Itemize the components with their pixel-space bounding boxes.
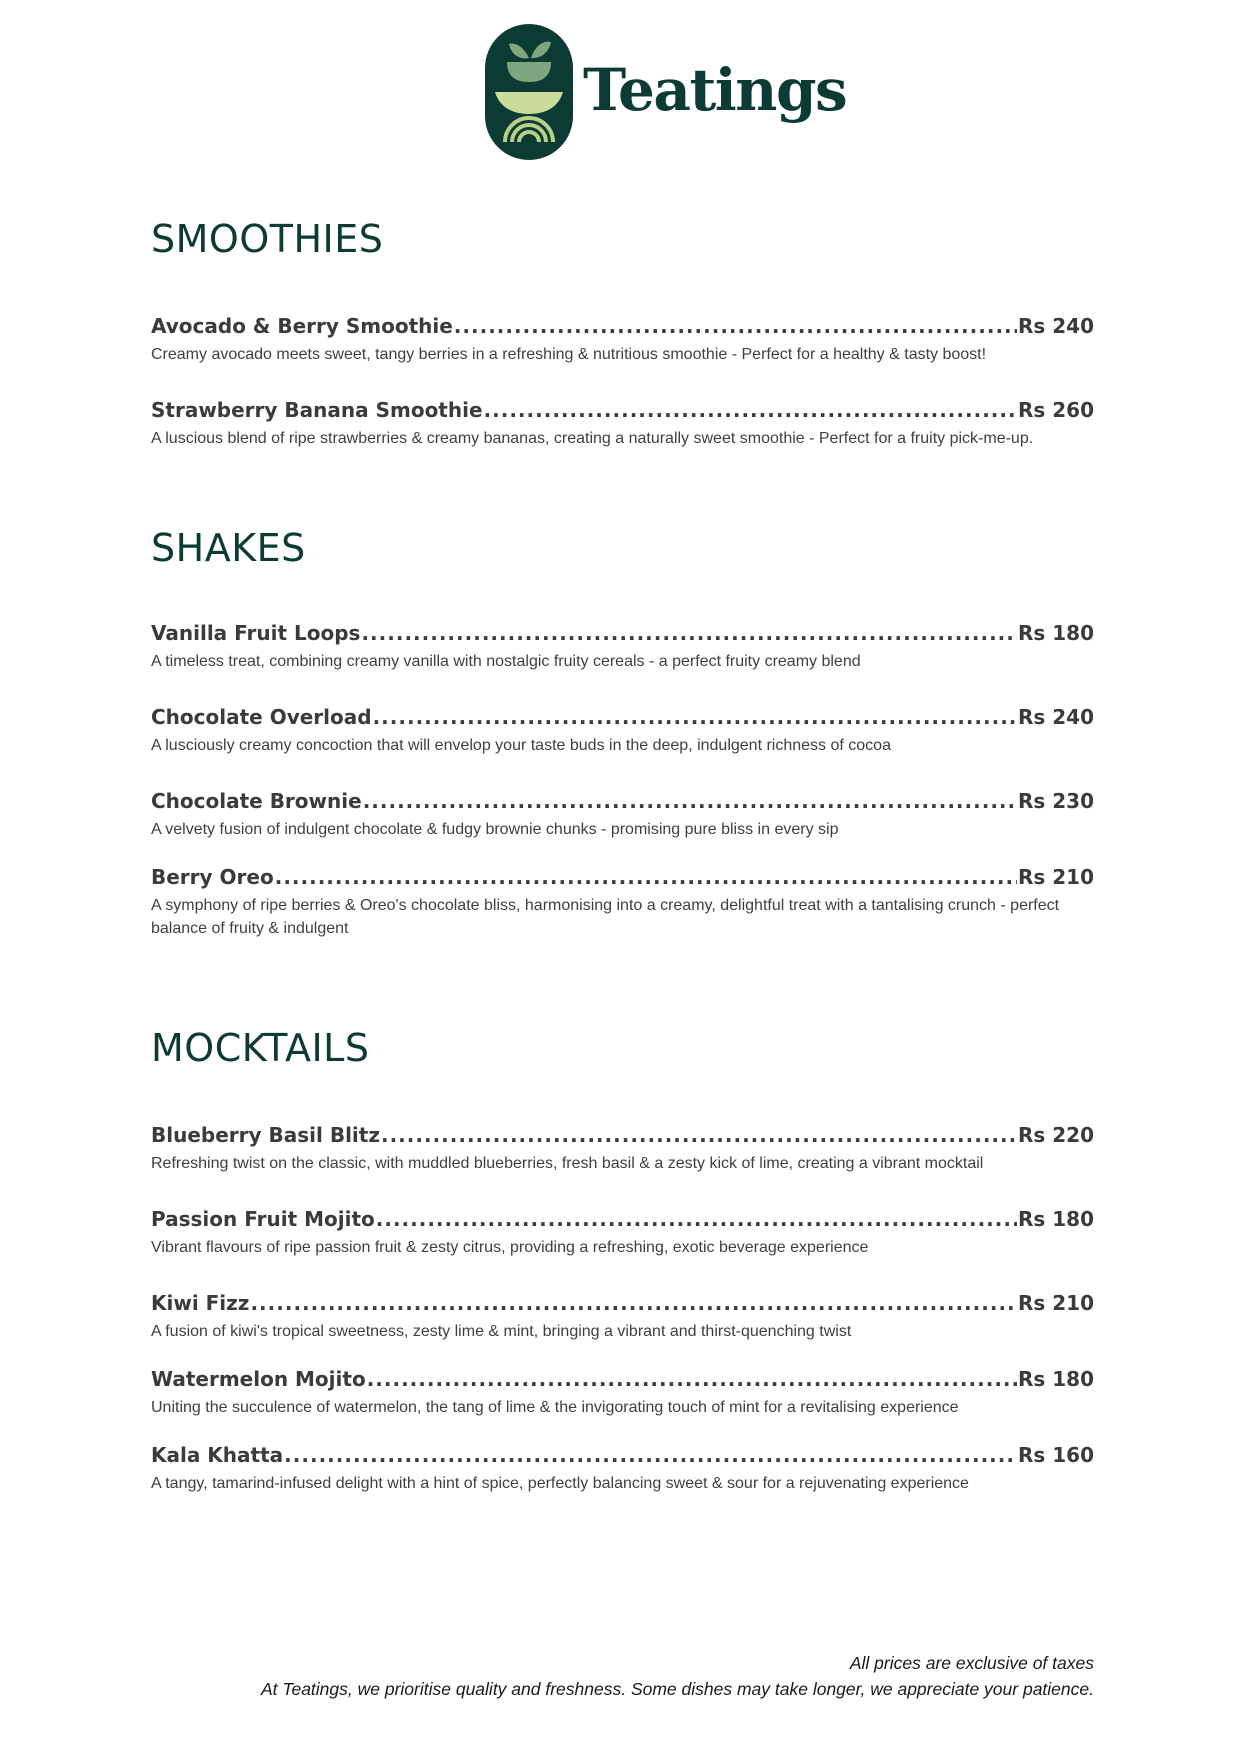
menu-item (151, 1291, 1094, 1343)
dot-leader (284, 1443, 1017, 1467)
section-title-mocktails: MOCKTAILS (151, 1026, 370, 1070)
menu-item-description: A velvety fusion of indulgent chocolate & fudgy brownie chunks - promising pure bliss in every sip (151, 821, 839, 838)
menu-item (151, 314, 1094, 366)
menu-item-header (151, 398, 1094, 422)
menu-item-name: Blueberry Basil Blitz (151, 1123, 380, 1147)
section-title-smoothies: SMOOTHIES (151, 217, 384, 261)
dot-leader (361, 621, 1017, 645)
menu-item-header (151, 865, 1094, 889)
menu-item-name: Passion Fruit Mojito (151, 1207, 375, 1231)
menu-item-name: Strawberry Banana Smoothie (151, 398, 483, 422)
menu-item-description: A lusciously creamy concoction that will envelop your taste buds in the deep, indulgent richness of cocoa (151, 737, 891, 754)
menu-item-description: A timeless treat, combining creamy vanilla with nostalgic fruity cereals - a perfect fruity creamy blend (151, 653, 861, 670)
menu-item-price: Rs 240 (1017, 314, 1094, 338)
dot-leader (376, 1207, 1017, 1231)
menu-item-name: Vanilla Fruit Loops (151, 621, 361, 645)
dot-leader (250, 1291, 1017, 1315)
menu-item (151, 1207, 1094, 1259)
menu-item-header (151, 705, 1094, 729)
menu-item-header (151, 1367, 1094, 1391)
menu-item-header (151, 1123, 1094, 1147)
menu-item (151, 621, 1094, 673)
menu-item-description: Vibrant flavours of ripe passion fruit & zesty citrus, providing a refreshing, exotic beverage experience (151, 1239, 869, 1256)
menu-item-price: Rs 260 (1017, 398, 1094, 422)
menu-item-price: Rs 180 (1017, 1367, 1094, 1391)
menu-item-description: Creamy avocado meets sweet, tangy berries in a refreshing & nutritious smoothie - Perfect for a healthy & tasty boost! (151, 346, 987, 363)
menu-item-name: Avocado & Berry Smoothie (151, 314, 453, 338)
menu-item-name: Kiwi Fizz (151, 1291, 250, 1315)
menu-item-header (151, 789, 1094, 813)
menu-item-header (151, 314, 1094, 338)
menu-item-price: Rs 180 (1017, 1207, 1094, 1231)
menu-item-price: Rs 240 (1017, 705, 1094, 729)
bowl-logo-icon (485, 24, 573, 160)
menu-item-name: Watermelon Mojito (151, 1367, 366, 1391)
menu-item-price: Rs 160 (1017, 1443, 1094, 1467)
brand-name: Teatings (583, 56, 847, 124)
menu-item-name: Chocolate Overload (151, 705, 372, 729)
menu-item-price: Rs 220 (1017, 1123, 1094, 1147)
menu-item (151, 865, 1094, 940)
menu-item-header (151, 621, 1094, 645)
menu-item-price: Rs 210 (1017, 1291, 1094, 1315)
menu-item-price: Rs 210 (1017, 865, 1094, 889)
menu-item (151, 705, 1094, 757)
dot-leader (275, 865, 1017, 889)
menu-item (151, 398, 1094, 450)
menu-item-header (151, 1207, 1094, 1231)
dot-leader (381, 1123, 1017, 1147)
dot-leader (484, 398, 1017, 422)
section-title-shakes: SHAKES (151, 526, 306, 570)
dot-leader (454, 314, 1017, 338)
menu-item-name: Berry Oreo (151, 865, 274, 889)
menu-item-name: Kala Khatta (151, 1443, 284, 1467)
menu-item (151, 1367, 1094, 1419)
menu-item-header (151, 1291, 1094, 1315)
menu-item (151, 1443, 1094, 1495)
dot-leader (367, 1367, 1017, 1391)
footer-tax-note: All prices are exclusive of taxes (849, 1653, 1094, 1673)
menu-item (151, 1123, 1094, 1175)
menu-item-name: Chocolate Brownie (151, 789, 362, 813)
menu-item-description: Uniting the succulence of watermelon, the tang of lime & the invigorating touch of mint for a revitalising experience (151, 1399, 959, 1416)
dot-leader (363, 789, 1017, 813)
menu-item-description: A luscious blend of ripe strawberries & creamy bananas, creating a naturally sweet smoothie - Perfect for a fruity pick-me-up. (151, 430, 1034, 447)
menu-item-price: Rs 180 (1017, 621, 1094, 645)
menu-item-description: A symphony of ripe berries & Oreo's chocolate bliss, harmonising into a creamy, delightful treat with a tantalising crunch - perfect balance of fruity & indulgent (151, 897, 1060, 937)
menu-item-price: Rs 230 (1017, 789, 1094, 813)
footer-quality-note: At Teatings, we prioritise quality and freshness. Some dishes may take longer, we appreciate your patience. (260, 1679, 1094, 1699)
menu-item-description: A fusion of kiwi's tropical sweetness, zesty lime & mint, bringing a vibrant and thirst-quenching twist (151, 1323, 852, 1340)
menu-item (151, 789, 1094, 841)
menu-item-description: A tangy, tamarind-infused delight with a hint of spice, perfectly balancing sweet & sour for a rejuvenating experience (151, 1475, 969, 1492)
brand-logo (485, 24, 846, 160)
menu-item-description: Refreshing twist on the classic, with muddled blueberries, fresh basil & a zesty kick of lime, creating a vibrant mocktail (151, 1155, 984, 1172)
dot-leader (373, 705, 1017, 729)
menu-item-header (151, 1443, 1094, 1467)
